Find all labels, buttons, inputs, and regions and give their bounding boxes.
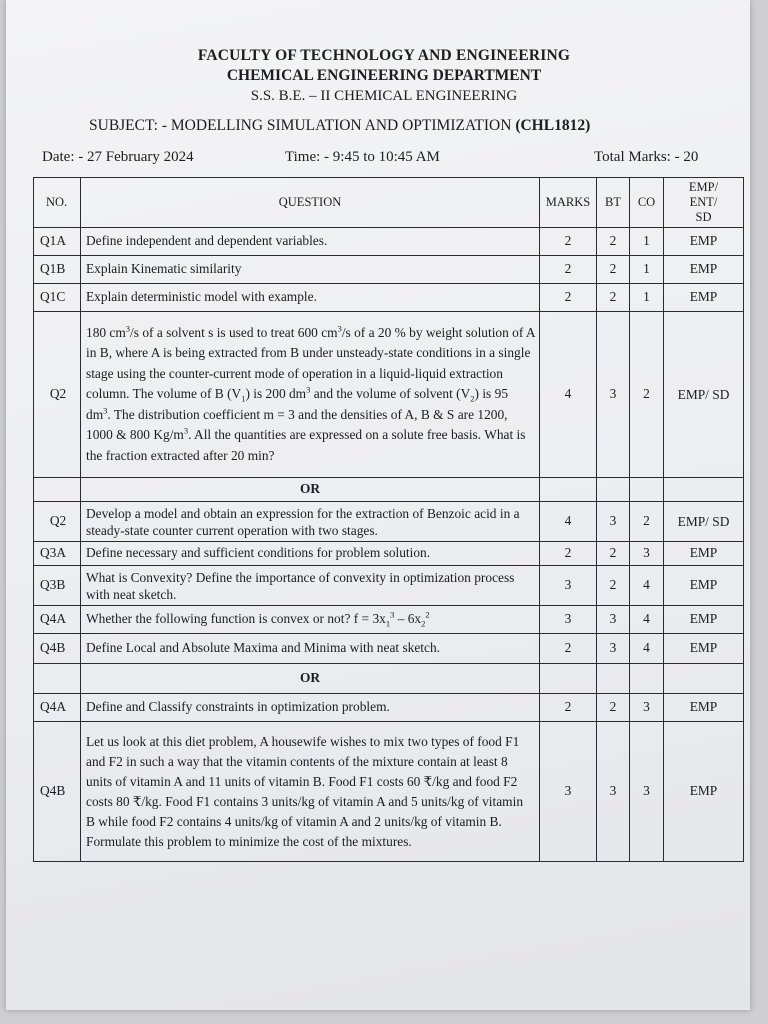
question-co: 1 (630, 228, 664, 256)
table-row (34, 312, 744, 478)
or-row (34, 664, 744, 694)
header-type (664, 178, 744, 228)
subject-name: SUBJECT: - MODELLING SIMULATION AND OPTIMIZATION (89, 117, 512, 134)
question-text: Explain deterministic model with example. (81, 284, 540, 312)
question-no: Q3A (34, 542, 81, 566)
question-no: Q1B (34, 256, 81, 284)
question-marks: 2 (540, 256, 597, 284)
question-no: Q3B (34, 566, 81, 606)
question-marks: 2 (540, 284, 597, 312)
question-type: EMP (664, 542, 744, 566)
table-header-row (34, 178, 744, 228)
question-no: Q4A (34, 694, 81, 722)
question-bt: 2 (597, 256, 630, 284)
question-bt: 3 (597, 312, 630, 478)
question-text: Let us look at this diet problem, A housewife wishes to mix two types of food F1 and F2 in such a way that the vitamin contents of the mixture contain at least 8 units of vitamin A and 11 units of vitamin B. Food F1 costs 60 ₹/kg and food F2 costs 80 ₹/kg. Food F1 contains 3 units/kg of vitamin A and 5 units/kg of vitamin B while food F2 contains 4 units/kg of vitamin A and 2 units/kg of vitamin B. Formulate this problem to minimize the cost of the mixtures. (81, 722, 540, 862)
question-type: EMP/ SD (664, 502, 744, 542)
header-bt: BT (597, 178, 630, 228)
question-bt: 2 (597, 228, 630, 256)
question-no: Q2 (34, 312, 81, 478)
or-row-cell (597, 664, 630, 694)
question-bt: 2 (597, 694, 630, 722)
table-row (34, 566, 744, 606)
question-bt: 2 (597, 542, 630, 566)
question-text: What is Convexity? Define the importance of convexity in optimization process with neat sketch. (81, 566, 540, 606)
table-row (34, 634, 744, 664)
question-table (33, 177, 744, 862)
header-co: CO (630, 178, 664, 228)
or-row-cell (664, 478, 744, 502)
question-type: EMP (664, 566, 744, 606)
table-row (34, 228, 744, 256)
total-marks: Total Marks: - 20 (594, 149, 699, 165)
question-no: Q2 (34, 502, 81, 542)
question-type: EMP (664, 634, 744, 664)
header-no: NO. (34, 178, 81, 228)
header-question: QUESTION (81, 178, 540, 228)
header-marks: MARKS (540, 178, 597, 228)
question-co: 4 (630, 634, 664, 664)
question-bt: 3 (597, 502, 630, 542)
question-marks: 4 (540, 312, 597, 478)
question-text: Define independent and dependent variables. (81, 228, 540, 256)
department-title: CHEMICAL ENGINEERING DEPARTMENT (226, 67, 542, 84)
question-bt: 2 (597, 284, 630, 312)
question-text: Explain Kinematic similarity (81, 256, 540, 284)
question-marks: 3 (540, 566, 597, 606)
question-marks: 2 (540, 228, 597, 256)
question-text: Whether the following function is convex or not? $f = 3x_1^3 - 6x_2^2$ (81, 606, 540, 634)
exam-date: Date: - 27 February 2024 (42, 149, 194, 165)
question-co: 2 (630, 502, 664, 542)
table-row (34, 606, 744, 634)
or-row (34, 478, 744, 502)
question-bt: 3 (597, 722, 630, 862)
question-bt: 3 (597, 606, 630, 634)
question-no: Q4B (34, 634, 81, 664)
question-text: Define Local and Absolute Maxima and Minima with neat sketch. (81, 634, 540, 664)
question-marks: 3 (540, 722, 597, 862)
subject-line (89, 117, 590, 135)
question-co: 2 (630, 312, 664, 478)
class-title: S.S. B.E. – II CHEMICAL ENGINEERING (250, 88, 518, 104)
table-row (34, 284, 744, 312)
question-marks: 2 (540, 542, 597, 566)
or-row-left (34, 478, 81, 502)
or-label: OR (81, 664, 540, 694)
or-row-cell (630, 478, 664, 502)
question-co: 4 (630, 606, 664, 634)
question-text: Define and Classify constraints in optimization problem. (81, 694, 540, 722)
table-row (34, 694, 744, 722)
question-bt: 3 (597, 634, 630, 664)
question-text: Define necessary and sufficient conditions for problem solution. (81, 542, 540, 566)
question-co: 4 (630, 566, 664, 606)
question-type: EMP (664, 722, 744, 862)
table-row (34, 542, 744, 566)
question-bt: 2 (597, 566, 630, 606)
header-type-sd: SD (695, 210, 712, 224)
question-co: 3 (630, 694, 664, 722)
or-row-cell (664, 664, 744, 694)
question-type: EMP (664, 606, 744, 634)
question-marks: 3 (540, 606, 597, 634)
question-marks: 2 (540, 694, 597, 722)
question-co: 3 (630, 722, 664, 862)
exam-time: Time: - 9:45 to 10:45 AM (285, 149, 440, 165)
header-type-emp: EMP/ (688, 180, 719, 194)
question-co: 1 (630, 256, 664, 284)
question-text: 180 $cm^3/s$ of a solvent s is used to treat 600 $cm^3/s$ of a 20 % by weight solution of A in B, where A is being extracted from B under unsteady-state conditions in a single stage using the counter-current mode of operation in a liquid-liquid extraction column. The volume of B $(V_1)$ is 200 $dm^3$ and the volume of solvent $(V_2)$ is 95 $dm^3$. The distribution coefficient m = 3 and the densities of A, B & S are 1200, 1000 & 800 $Kg/m^3$. All the quantities are expressed on a solute free basis. What is the fraction extracted after 20 min? (81, 312, 540, 478)
or-label: OR (81, 478, 540, 502)
question-no: Q1A (34, 228, 81, 256)
question-marks: 2 (540, 634, 597, 664)
question-type: EMP (664, 694, 744, 722)
table-row (34, 256, 744, 284)
faculty-title: FACULTY OF TECHNOLOGY AND ENGINEERING (197, 47, 571, 64)
or-row-left (34, 664, 81, 694)
question-text: Develop a model and obtain an expression for the extraction of Benzoic acid in a steady-state counter current operation with two stages. (81, 502, 540, 542)
question-marks: 4 (540, 502, 597, 542)
question-type: EMP (664, 256, 744, 284)
question-co: 1 (630, 284, 664, 312)
question-no: Q1C (34, 284, 81, 312)
table-row (34, 502, 744, 542)
question-no: Q4B (34, 722, 81, 862)
or-row-cell (540, 664, 597, 694)
header-type-ent: ENT/ (689, 195, 718, 209)
or-row-cell (597, 478, 630, 502)
question-type: EMP (664, 228, 744, 256)
table-row (34, 722, 744, 862)
subject-code: (CHL1812) (515, 117, 591, 134)
or-row-cell (630, 664, 664, 694)
question-no: Q4A (34, 606, 81, 634)
question-type: EMP/ SD (664, 312, 744, 478)
question-co: 3 (630, 542, 664, 566)
question-type: EMP (664, 284, 744, 312)
or-row-cell (540, 478, 597, 502)
